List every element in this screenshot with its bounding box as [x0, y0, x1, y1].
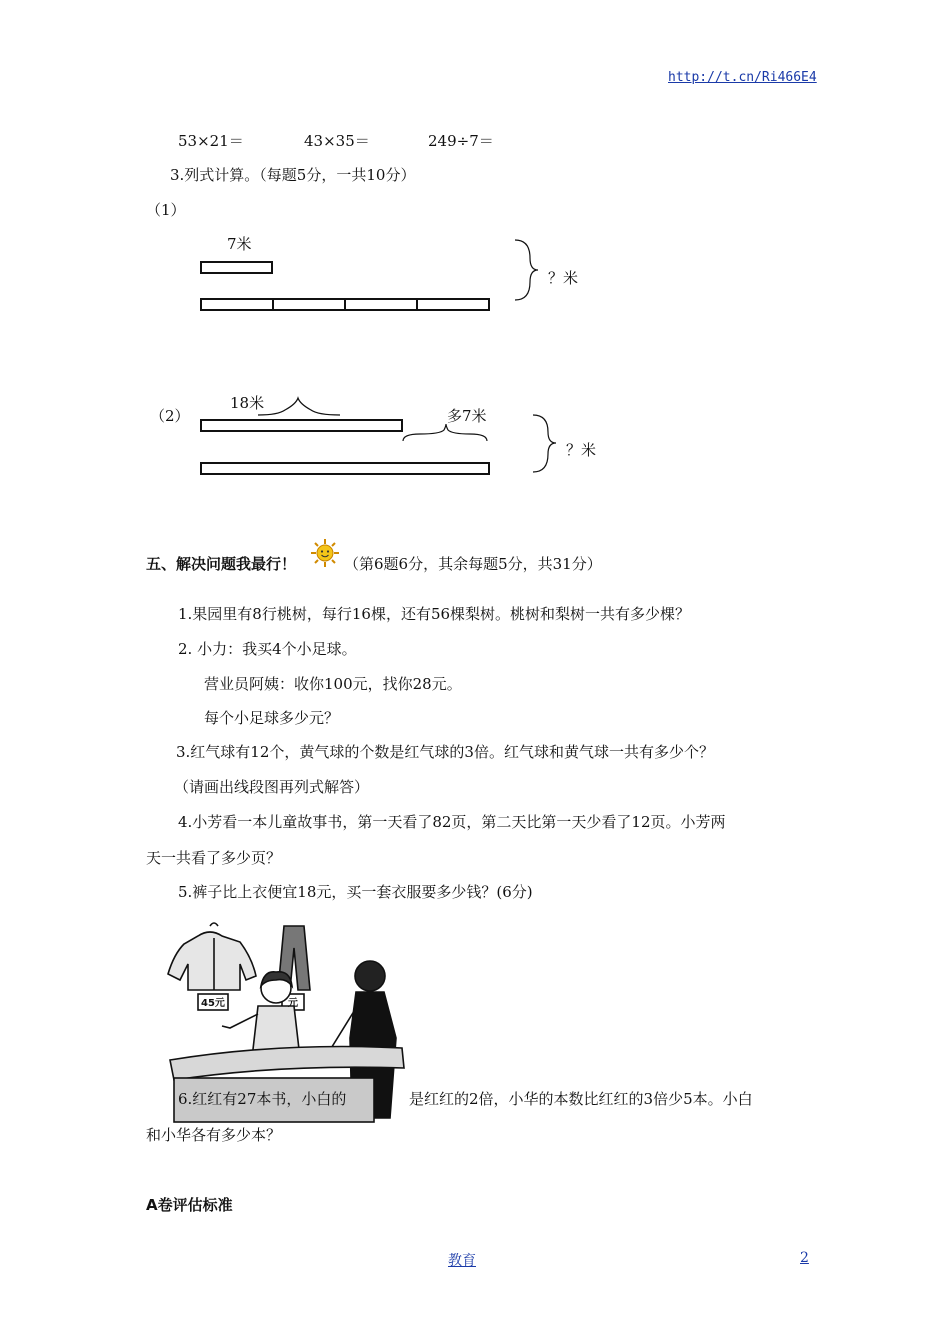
q2-top-brace: [258, 398, 340, 415]
problem-3-line2: （请画出线段图再列式解答）: [174, 778, 370, 796]
calc-item-3: 249÷7＝: [428, 132, 494, 150]
q1-label-7m: 7米: [227, 235, 252, 253]
problem-2-line3: 每个小足球多少元？: [204, 709, 340, 727]
problem-5: 5.裤子比上衣便宜18元，买一套衣服要多少钱？(6分): [178, 883, 533, 901]
sun-icon: [310, 538, 340, 568]
section3-title: 3.列式计算。（每题5分，一共10分）: [170, 166, 416, 184]
q2-short-bar: [201, 420, 402, 431]
q2-right-brace: [533, 415, 556, 472]
q2-label-more7m: 多7米: [447, 407, 487, 425]
section5-title: 五、解决问题我最行！: [146, 555, 297, 573]
footer-page-number[interactable]: 2: [800, 1250, 809, 1266]
problem-4-line1: 4.小芳看一本儿童故事书，第一天看了82页，第二天比第一天少看了12页。小芳两: [178, 813, 726, 831]
problem-6-line1b: 是红红的2倍，小华的本数比红红的3倍少5本。小白: [409, 1090, 753, 1108]
problem-4-line2: 天一共看了多少页？: [146, 849, 282, 867]
q2-number: （2）: [150, 407, 190, 425]
customer-head: [355, 961, 385, 991]
problem-6-line2: 和小华各有多少本？: [146, 1126, 282, 1144]
section5-subtitle: （第6题6分，其余每题5分，共31分）: [344, 555, 602, 573]
q2-diagram: [201, 398, 556, 474]
footer-center-link[interactable]: 教育: [448, 1253, 476, 1269]
q1-short-bar: [201, 262, 272, 273]
q2-label-18m: 18米: [230, 394, 265, 412]
q1-number: （1）: [146, 201, 186, 219]
q2-long-bar: [201, 463, 489, 474]
problem-1: 1.果园里有8行桃树，每行16棵，还有56棵梨树。桃树和梨树一共有多少棵？: [178, 605, 691, 623]
price-tag2-text: 元: [288, 998, 298, 1009]
problem-3-line1: 3.红气球有12个，黄气球的个数是红气球的3倍。红气球和黄气球一共有多少个？: [176, 743, 714, 761]
q2-label-question: ？米: [566, 441, 597, 459]
problem-6-line1a: 6.红红有27本书，小白的: [178, 1090, 347, 1108]
grading-title: A卷评估标准: [146, 1196, 233, 1214]
price-tag-text: 45元: [201, 998, 225, 1009]
q1-label-question: ？米: [548, 269, 579, 287]
q1-diagram: [201, 240, 538, 310]
calc-item-1: 53×21＝: [178, 132, 244, 150]
problem-2-line2: 营业员阿姨：收你100元，找你28元。: [204, 675, 462, 693]
jacket: [168, 932, 256, 990]
header-url-link[interactable]: http://t.cn/Ri466E4: [668, 70, 817, 85]
q1-right-brace: [515, 240, 538, 300]
clerk-arm: [222, 1014, 258, 1028]
calc-item-2: 43×35＝: [304, 132, 370, 150]
problem-2-line1: 2. 小力：我买4个小足球。: [178, 640, 357, 658]
hanger: [210, 923, 218, 926]
q2-more-brace: [403, 424, 487, 441]
